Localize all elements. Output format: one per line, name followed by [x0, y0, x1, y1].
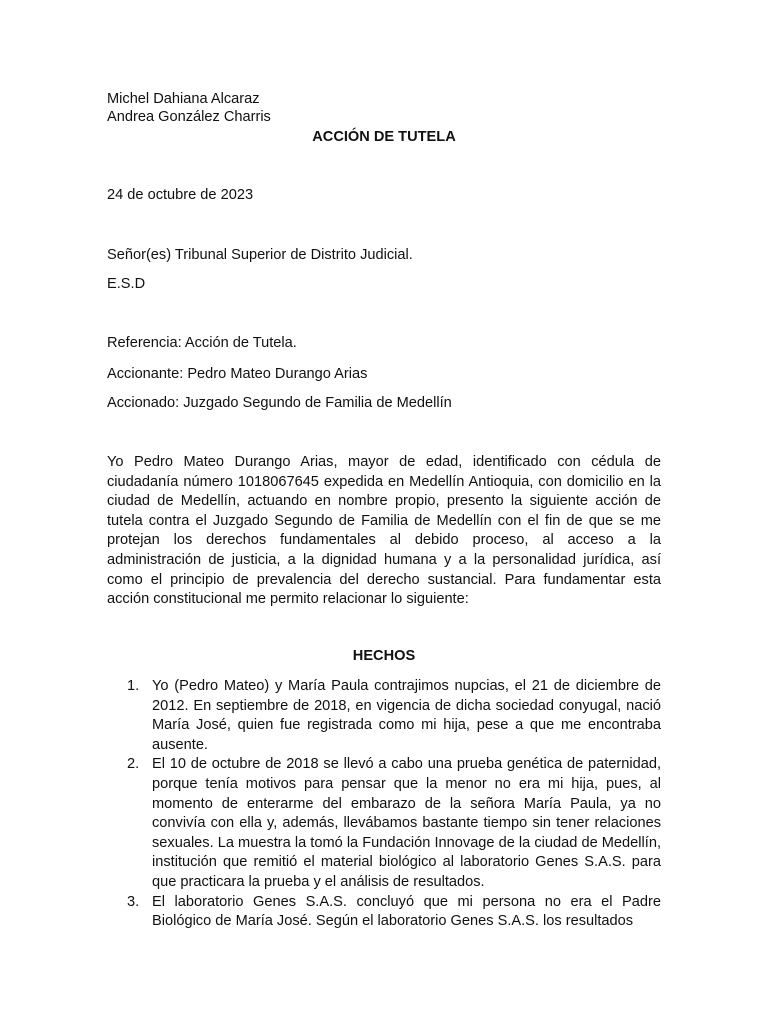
hechos-item — [107, 677, 661, 755]
accionado-line: Accionado: Juzgado Segundo de Familia de Medellín — [107, 395, 452, 411]
author-name-1: Michel Dahiana Alcaraz — [107, 91, 260, 107]
document-date: 24 de octubre de 2023 — [107, 187, 254, 203]
intro-paragraph: Yo Pedro Mateo Durango Arias, mayor de edad, identificado con cédula de ciudadanía número 1018067645 expedida en Medellín Antioquia, con domicilio en la ciudad de Medellín, actuando en nombre propio, presento la siguiente acción de tutela contra el Juzgado Segundo de Familia de Medellín con el fin de que se me protejan los derechos fundamentales al debido proceso, al acceso a la administración de justicia, a la dignidad humana y a la personalidad jurídica, así como el principio de prevalencia del derecho sustancial. Para fundamentar esta acción constitucional me permito relacionar lo siguiente: — [107, 454, 661, 608]
hechos-item-text: El laboratorio Genes S.A.S. concluyó que mi persona no era el Padre Biológico de María José. Según el laboratorio Genes S.A.S. los resultados — [152, 893, 661, 930]
hechos-item-text: Yo (Pedro Mateo) y María Paula contrajimos nupcias, el 21 de diciembre de 2012. En septiembre de 2018, en vigencia de dicha sociedad conyugal, nació María José, quien fue registrada como mi hija, pese a que me encontraba ausente. — [152, 678, 661, 753]
document-title: ACCIÓN DE TUTELA — [312, 129, 456, 145]
hechos-item — [107, 755, 661, 892]
hechos-list — [107, 677, 661, 932]
hechos-item-number: 1. — [127, 678, 140, 694]
hechos-heading: HECHOS — [352, 648, 416, 664]
esd-line: E.S.D — [107, 276, 146, 292]
author-name-2: Andrea González Charris — [107, 109, 271, 125]
hechos-item-text: El 10 de octubre de 2018 se llevó a cabo una prueba genética de paternidad, porque tenía motivos para pensar que la menor no era mi hija, pues, al momento de enterarme del embarazo de la señora María Paula, ya no convivía con ella y, además, llevábamos bastante tiempo sin tener relaciones sexuales. La muestra la tomó la Fundación Innovage de la ciudad de Medellín, institución que remitió el material biológico al laboratorio Genes S.A.S. para que practicara la prueba y el análisis de resultados. — [152, 756, 661, 890]
addressee-line: Señor(es) Tribunal Superior de Distrito Judicial. — [107, 247, 413, 263]
hechos-item — [107, 893, 661, 932]
accionante-line: Accionante: Pedro Mateo Durango Arias — [107, 366, 368, 382]
reference-line: Referencia: Acción de Tutela. — [107, 335, 297, 351]
hechos-item-number: 3. — [127, 893, 140, 910]
hechos-item-number: 2. — [127, 756, 140, 773]
